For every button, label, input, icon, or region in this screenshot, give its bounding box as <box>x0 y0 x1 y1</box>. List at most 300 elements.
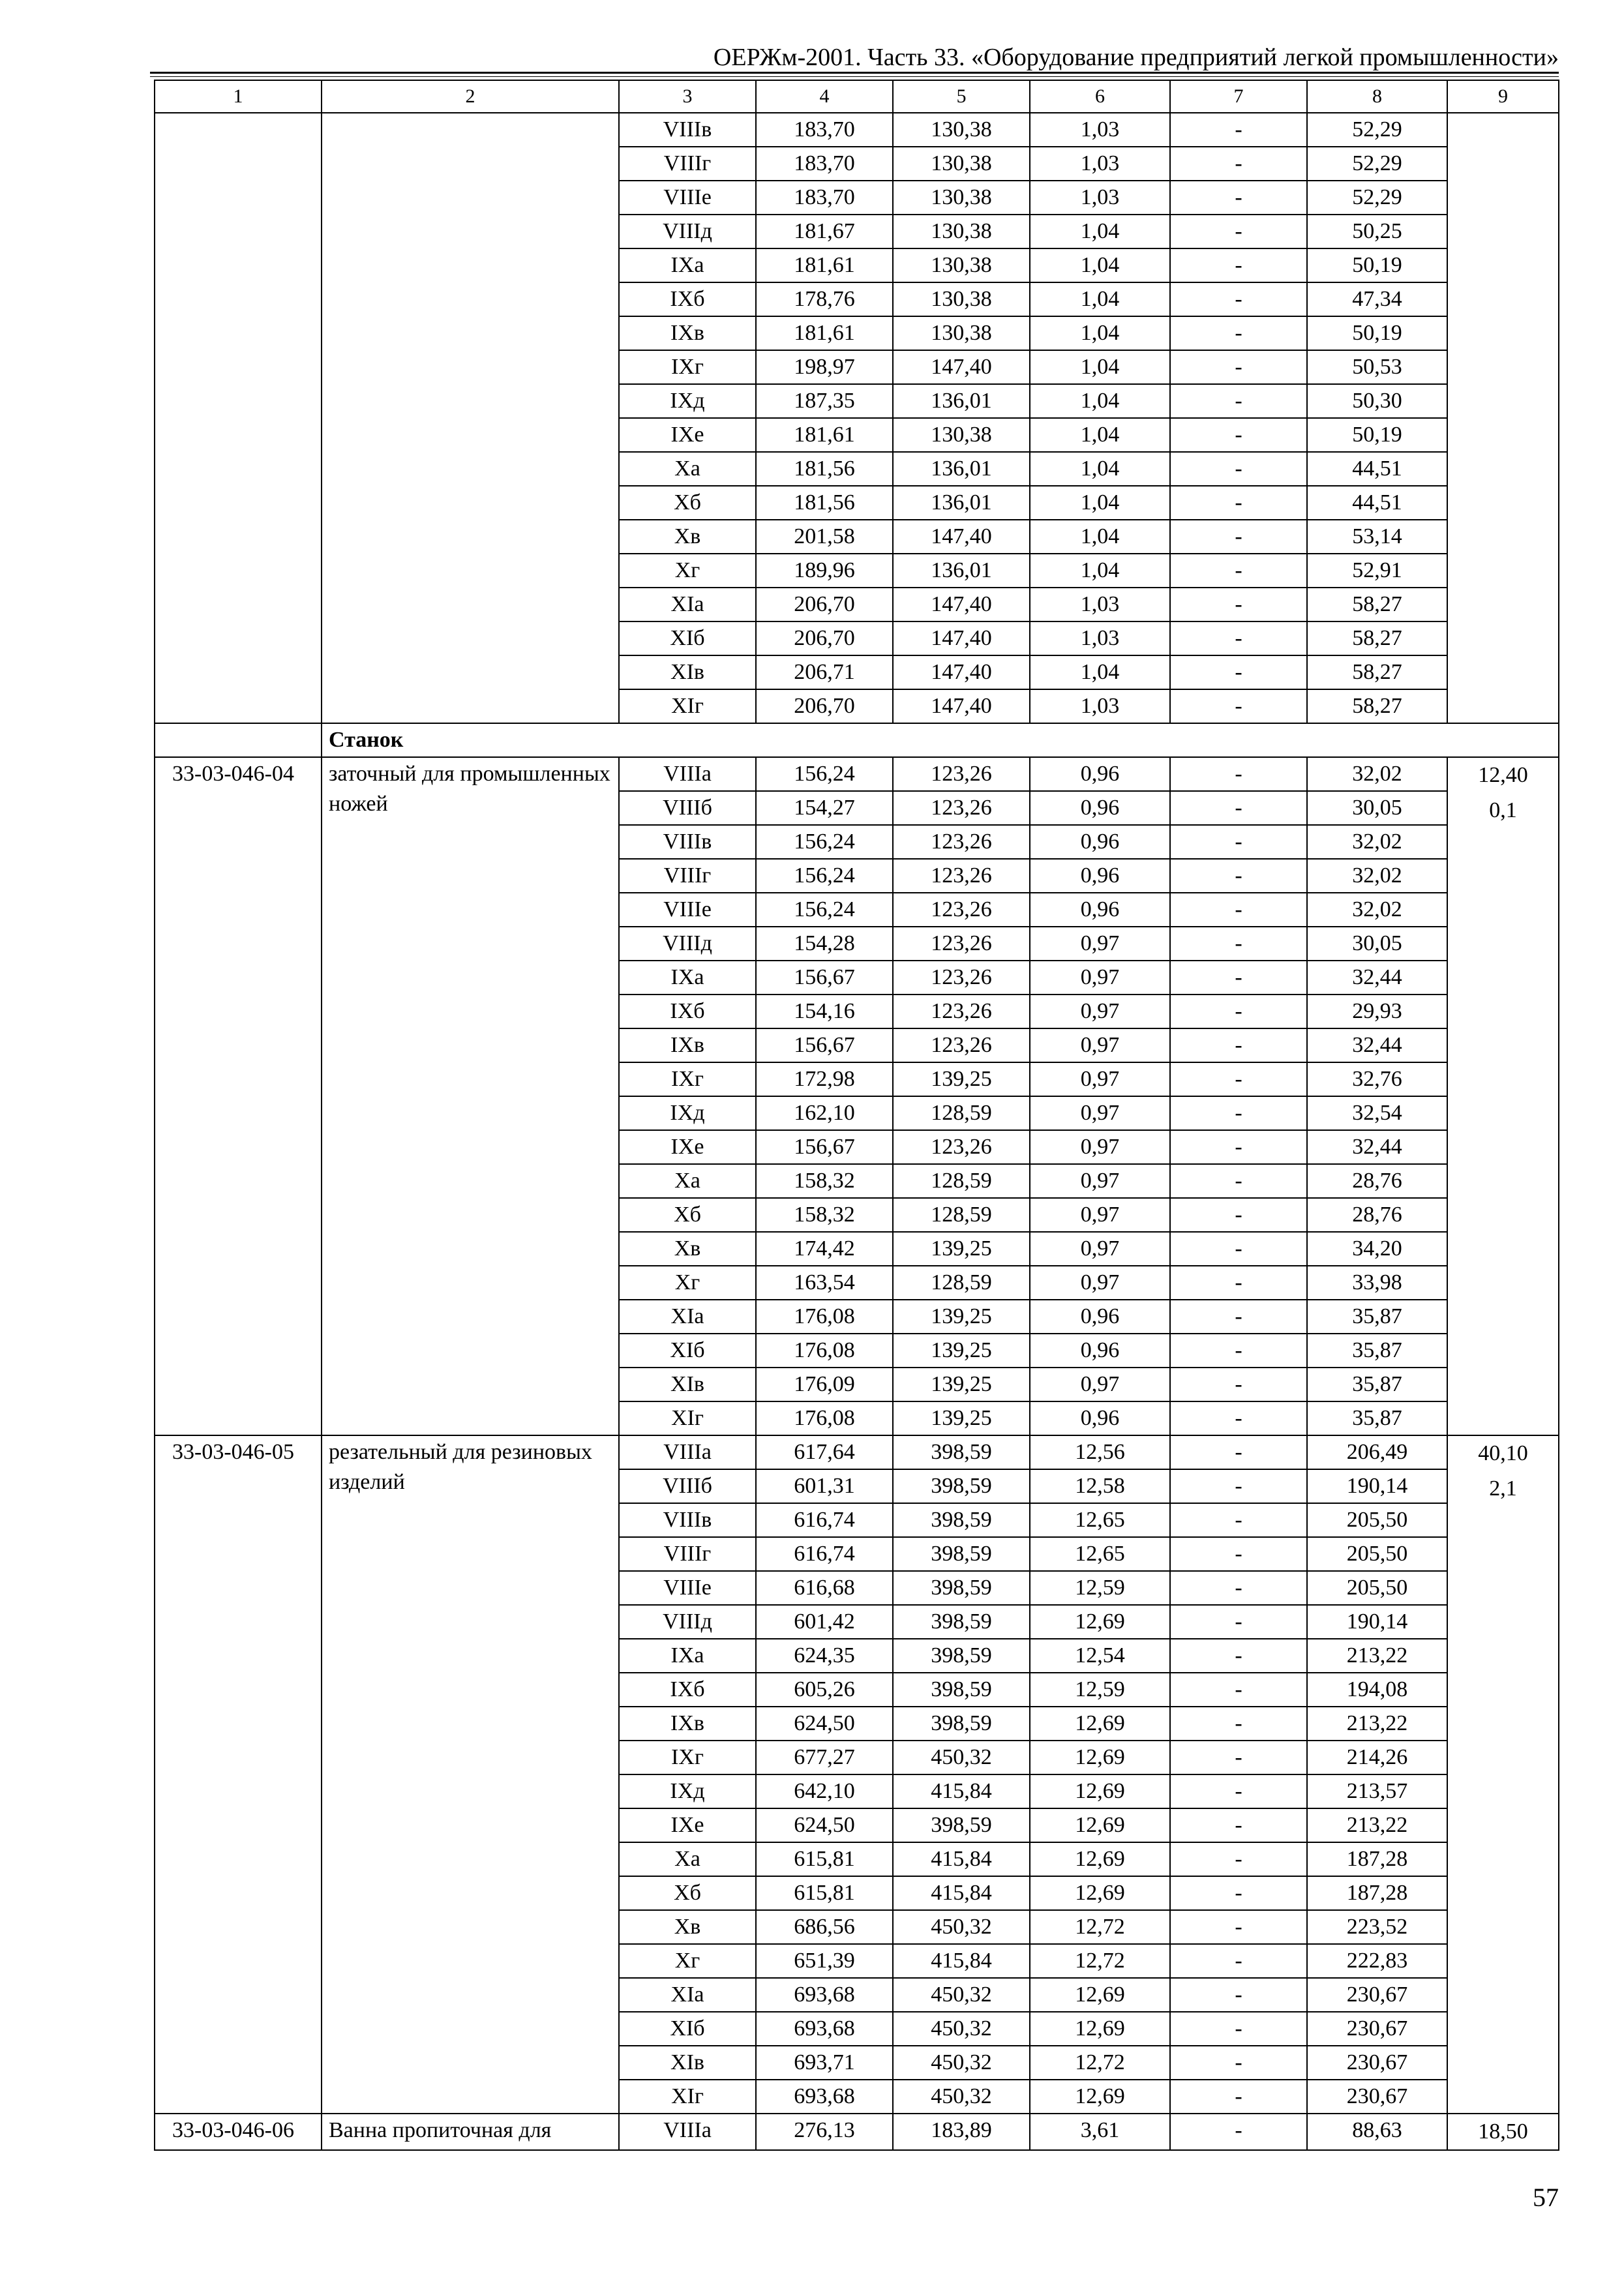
cell-col-5: 130,38 <box>893 147 1030 181</box>
cell-col-3: Xа <box>619 452 756 486</box>
column-number-row <box>155 80 1559 113</box>
cell-col-4: 156,24 <box>756 757 893 791</box>
cell-col-8: 88,63 <box>1307 2114 1447 2150</box>
cell-col-8: 50,53 <box>1307 350 1447 384</box>
cell-col-8: 58,27 <box>1307 689 1447 723</box>
cell-col-4: 624,50 <box>756 1808 893 1842</box>
header-rule-thin <box>150 76 1559 77</box>
cell-col-3: XIб <box>619 621 756 655</box>
cell-col-4: 181,56 <box>756 486 893 520</box>
cell-col-3: XIа <box>619 1300 756 1334</box>
cell-col-8: 30,05 <box>1307 927 1447 961</box>
cell-col-3: IXа <box>619 248 756 282</box>
cell-col-4: 616,68 <box>756 1571 893 1605</box>
cell-col-6: 12,58 <box>1030 1469 1170 1503</box>
cell-col-4: 201,58 <box>756 520 893 554</box>
cell-col-3: VIIIе <box>619 1571 756 1605</box>
cell-col-8: 52,29 <box>1307 181 1447 215</box>
cell-col-6: 12,69 <box>1030 1978 1170 2012</box>
column-number-4: 4 <box>756 80 893 113</box>
cell-col-8: 32,44 <box>1307 1130 1447 1164</box>
cell-col-5: 147,40 <box>893 655 1030 689</box>
cell-col-7: - <box>1170 1198 1307 1232</box>
cell-col-3: IXв <box>619 1028 756 1062</box>
cell-col-4: 183,70 <box>756 113 893 147</box>
cell-col-5: 130,38 <box>893 418 1030 452</box>
cell-col-6: 0,96 <box>1030 1334 1170 1368</box>
cell-col-6: 0,97 <box>1030 1028 1170 1062</box>
cell-col-4: 174,42 <box>756 1232 893 1266</box>
cell-col-6: 1,04 <box>1030 384 1170 418</box>
cell-col-5: 139,25 <box>893 1401 1030 1435</box>
cell-col-5: 139,25 <box>893 1368 1030 1401</box>
cell-col-3: VIIIа <box>619 1435 756 1469</box>
cell-col-6: 12,69 <box>1030 2080 1170 2114</box>
cell-col-5: 398,59 <box>893 1537 1030 1571</box>
cell-col-8: 44,51 <box>1307 486 1447 520</box>
cell-col-5: 139,25 <box>893 1300 1030 1334</box>
cell-col-8: 213,22 <box>1307 1808 1447 1842</box>
cell-col-3: Xб <box>619 1198 756 1232</box>
cell-col-7: - <box>1170 215 1307 248</box>
cell-col-7: - <box>1170 452 1307 486</box>
cell-col-7: - <box>1170 113 1307 147</box>
cell-col-5: 450,32 <box>893 1978 1030 2012</box>
cell-col-5: 123,26 <box>893 757 1030 791</box>
column-number-6: 6 <box>1030 80 1170 113</box>
cell-col-7: - <box>1170 757 1307 791</box>
cell-col-6: 0,97 <box>1030 961 1170 995</box>
cell-col-4: 176,08 <box>756 1401 893 1435</box>
cell-col-3: XIв <box>619 655 756 689</box>
cell-col-4: 198,97 <box>756 350 893 384</box>
cell-col-7: - <box>1170 927 1307 961</box>
cell-col-4: 601,31 <box>756 1469 893 1503</box>
cell-col-6: 12,65 <box>1030 1537 1170 1571</box>
cell-col-3: XIб <box>619 2012 756 2046</box>
cell-col-5: 398,59 <box>893 1673 1030 1707</box>
cell-col-7: - <box>1170 1910 1307 1944</box>
cell-col-3: VIIIб <box>619 791 756 825</box>
cell-col-6: 12,69 <box>1030 1842 1170 1876</box>
cell-col-4: 276,13 <box>756 2114 893 2150</box>
cell-col-4: 156,67 <box>756 1130 893 1164</box>
cell-col-5: 398,59 <box>893 1808 1030 1842</box>
cell-col-8: 52,29 <box>1307 113 1447 147</box>
cell-col-3: Xа <box>619 1842 756 1876</box>
cell-col-4: 183,70 <box>756 181 893 215</box>
cell-col-8: 213,57 <box>1307 1774 1447 1808</box>
cell-col-4: 615,81 <box>756 1876 893 1910</box>
cell-col-7: - <box>1170 1096 1307 1130</box>
cell-col-5: 136,01 <box>893 554 1030 588</box>
cell-col-7: - <box>1170 1130 1307 1164</box>
cell-col-8: 32,02 <box>1307 825 1447 859</box>
cell-col-4: 158,32 <box>756 1164 893 1198</box>
cell-col-8: 52,29 <box>1307 147 1447 181</box>
rate-code: 33-03-046-06 <box>155 2114 322 2150</box>
cell-col-5: 398,59 <box>893 1605 1030 1639</box>
column-number-1: 1 <box>155 80 322 113</box>
cell-col-3: XIа <box>619 588 756 621</box>
cell-col-5: 398,59 <box>893 1503 1030 1537</box>
cell-col-8: 33,98 <box>1307 1266 1447 1300</box>
cell-col-6: 1,03 <box>1030 689 1170 723</box>
cell-col-5: 123,26 <box>893 1130 1030 1164</box>
cell-col-7: - <box>1170 1639 1307 1673</box>
cell-col-5: 130,38 <box>893 316 1030 350</box>
cell-col-6: 0,96 <box>1030 859 1170 893</box>
cell-col-8: 50,19 <box>1307 316 1447 350</box>
page-header: ОЕРЖм-2001. Часть 33. «Оборудование предприятий легкой промышленности» <box>713 44 1559 71</box>
cell-col-3: IXб <box>619 995 756 1028</box>
cell-col-5: 130,38 <box>893 113 1030 147</box>
cell-col-8: 35,87 <box>1307 1401 1447 1435</box>
cell-col-8: 50,30 <box>1307 384 1447 418</box>
cell-col-8: 50,25 <box>1307 215 1447 248</box>
cell-col-3: Xг <box>619 1266 756 1300</box>
cell-col-4: 616,74 <box>756 1503 893 1537</box>
cell-col-5: 123,26 <box>893 825 1030 859</box>
cell-col-4: 206,70 <box>756 621 893 655</box>
equipment-name: заточный для промышленных ножей <box>322 757 619 1435</box>
cell-col-5: 136,01 <box>893 384 1030 418</box>
cell-col-5: 123,26 <box>893 927 1030 961</box>
rate-code: 33-03-046-04 <box>155 757 322 1435</box>
cell-col-4: 187,35 <box>756 384 893 418</box>
cell-col-4: 154,28 <box>756 927 893 961</box>
cell-col-5: 147,40 <box>893 520 1030 554</box>
cell-col-5: 123,26 <box>893 859 1030 893</box>
cell-col-3: VIIIе <box>619 893 756 927</box>
cell-col-3: VIIIд <box>619 927 756 961</box>
cell-col-8: 47,34 <box>1307 282 1447 316</box>
cell-col-5: 128,59 <box>893 1266 1030 1300</box>
cell-col-3: IXе <box>619 1130 756 1164</box>
cell-col-5: 147,40 <box>893 588 1030 621</box>
cell-col-5: 415,84 <box>893 1876 1030 1910</box>
cell-col-8: 28,76 <box>1307 1164 1447 1198</box>
cell-col-8: 32,02 <box>1307 893 1447 927</box>
cell-col-3: IXг <box>619 1741 756 1774</box>
cell-col-5: 123,26 <box>893 893 1030 927</box>
cell-col-7: - <box>1170 282 1307 316</box>
cell-col-4: 693,71 <box>756 2046 893 2080</box>
cell-col-6: 0,97 <box>1030 1198 1170 1232</box>
cell-col-6: 12,69 <box>1030 2012 1170 2046</box>
cell-col-5: 128,59 <box>893 1198 1030 1232</box>
cell-col-5: 415,84 <box>893 1842 1030 1876</box>
cell-col-6: 1,04 <box>1030 452 1170 486</box>
cell-col-6: 12,69 <box>1030 1808 1170 1842</box>
cell-col-8: 58,27 <box>1307 588 1447 621</box>
column-9-cell <box>1447 1435 1559 2114</box>
cell-col-5: 450,32 <box>893 1910 1030 1944</box>
cell-col-4: 156,24 <box>756 825 893 859</box>
cell-col-7: - <box>1170 554 1307 588</box>
cell-col-6: 0,97 <box>1030 1368 1170 1401</box>
section-row <box>155 723 1559 757</box>
cell-col-5: 398,59 <box>893 1571 1030 1605</box>
column-number-7: 7 <box>1170 80 1307 113</box>
table-row <box>155 1435 1559 1469</box>
cell-col-7: - <box>1170 1605 1307 1639</box>
cell-col-7: - <box>1170 791 1307 825</box>
cell-col-4: 154,16 <box>756 995 893 1028</box>
cell-col-6: 0,96 <box>1030 791 1170 825</box>
cell-col-7: - <box>1170 1266 1307 1300</box>
cell-col-7: - <box>1170 316 1307 350</box>
cell-col-4: 183,70 <box>756 147 893 181</box>
cell-col-6: 0,96 <box>1030 893 1170 927</box>
cell-col-4: 206,70 <box>756 588 893 621</box>
cell-col-6: 0,97 <box>1030 1062 1170 1096</box>
cell-col-6: 1,04 <box>1030 520 1170 554</box>
cell-col-3: Xа <box>619 1164 756 1198</box>
cell-col-8: 32,02 <box>1307 757 1447 791</box>
cell-col-7: - <box>1170 520 1307 554</box>
cell-col-6: 3,61 <box>1030 2114 1170 2150</box>
cell-col-8: 190,14 <box>1307 1605 1447 1639</box>
cell-col-3: Xв <box>619 520 756 554</box>
cell-col-4: 181,61 <box>756 418 893 452</box>
cell-col-6: 0,96 <box>1030 1401 1170 1435</box>
cell-col-7: - <box>1170 1571 1307 1605</box>
cell-col-6: 0,97 <box>1030 1164 1170 1198</box>
cell-col-8: 214,26 <box>1307 1741 1447 1774</box>
cell-col-8: 230,67 <box>1307 2046 1447 2080</box>
cell-col-7: - <box>1170 1469 1307 1503</box>
rate-code <box>155 113 322 723</box>
cell-col-6: 0,97 <box>1030 927 1170 961</box>
cell-col-8: 35,87 <box>1307 1368 1447 1401</box>
cell-col-7: - <box>1170 384 1307 418</box>
cell-col-4: 176,08 <box>756 1300 893 1334</box>
header-rule-thick <box>150 72 1559 74</box>
cell-col-5: 130,38 <box>893 282 1030 316</box>
cell-col-4: 617,64 <box>756 1435 893 1469</box>
table-row <box>155 757 1559 791</box>
column-number-8: 8 <box>1307 80 1447 113</box>
cell-col-8: 205,50 <box>1307 1571 1447 1605</box>
column-number-9: 9 <box>1447 80 1559 113</box>
cell-col-3: XIа <box>619 1978 756 2012</box>
cell-col-7: - <box>1170 1062 1307 1096</box>
column-9-cell <box>1447 2114 1559 2150</box>
cell-col-7: - <box>1170 1028 1307 1062</box>
cell-col-4: 154,27 <box>756 791 893 825</box>
cell-col-3: IXе <box>619 418 756 452</box>
cell-col-8: 32,02 <box>1307 859 1447 893</box>
cell-col-8: 213,22 <box>1307 1639 1447 1673</box>
cell-col-5: 415,84 <box>893 1944 1030 1978</box>
cell-col-7: - <box>1170 621 1307 655</box>
cell-col-6: 12,69 <box>1030 1741 1170 1774</box>
cell-col-5: 147,40 <box>893 689 1030 723</box>
cell-col-5: 123,26 <box>893 1028 1030 1062</box>
cell-col-8: 53,14 <box>1307 520 1447 554</box>
cell-col-8: 58,27 <box>1307 655 1447 689</box>
cell-col-5: 128,59 <box>893 1164 1030 1198</box>
cell-col-5: 123,26 <box>893 961 1030 995</box>
cell-col-7: - <box>1170 961 1307 995</box>
cell-col-7: - <box>1170 1774 1307 1808</box>
cell-col-7: - <box>1170 2114 1307 2150</box>
cell-col-5: 123,26 <box>893 791 1030 825</box>
cell-col-5: 123,26 <box>893 995 1030 1028</box>
cell-col-6: 12,54 <box>1030 1639 1170 1673</box>
cell-col-8: 30,05 <box>1307 791 1447 825</box>
cell-col-5: 128,59 <box>893 1096 1030 1130</box>
cell-col-7: - <box>1170 1707 1307 1741</box>
cell-col-7: - <box>1170 1808 1307 1842</box>
cell-col-3: IXа <box>619 961 756 995</box>
cell-col-6: 1,04 <box>1030 418 1170 452</box>
cell-col-5: 139,25 <box>893 1232 1030 1266</box>
cell-col-8: 230,67 <box>1307 1978 1447 2012</box>
rates-table <box>154 80 1559 2151</box>
cell-col-4: 181,61 <box>756 248 893 282</box>
table-row <box>155 113 1559 147</box>
cell-col-8: 223,52 <box>1307 1910 1447 1944</box>
cell-col-3: VIIIг <box>619 859 756 893</box>
cell-col-6: 12,72 <box>1030 1944 1170 1978</box>
cell-col-7: - <box>1170 1368 1307 1401</box>
cell-col-4: 686,56 <box>756 1910 893 1944</box>
cell-col-8: 194,08 <box>1307 1673 1447 1707</box>
cell-col-3: IXд <box>619 1096 756 1130</box>
cell-col-7: - <box>1170 655 1307 689</box>
cell-col-6: 1,04 <box>1030 655 1170 689</box>
cell-col-7: - <box>1170 1232 1307 1266</box>
cell-col-4: 176,09 <box>756 1368 893 1401</box>
cell-col-7: - <box>1170 147 1307 181</box>
cell-col-5: 415,84 <box>893 1774 1030 1808</box>
cell-col-8: 35,87 <box>1307 1300 1447 1334</box>
cell-col-7: - <box>1170 1164 1307 1198</box>
cell-col-5: 139,25 <box>893 1334 1030 1368</box>
cell-col-3: XIг <box>619 1401 756 1435</box>
cell-col-5: 147,40 <box>893 350 1030 384</box>
cell-col-7: - <box>1170 1741 1307 1774</box>
cell-col-8: 50,19 <box>1307 418 1447 452</box>
cell-col-3: IXд <box>619 384 756 418</box>
cell-col-4: 601,42 <box>756 1605 893 1639</box>
cell-col-6: 1,04 <box>1030 282 1170 316</box>
cell-col-6: 0,97 <box>1030 1096 1170 1130</box>
equipment-name: резательный для резиновых изделий <box>322 1435 619 2114</box>
table-row <box>155 2114 1559 2150</box>
cell-col-4: 156,67 <box>756 961 893 995</box>
cell-col-3: VIIIв <box>619 825 756 859</box>
cell-col-3: IXв <box>619 316 756 350</box>
cell-col-3: IXб <box>619 282 756 316</box>
cell-col-7: - <box>1170 588 1307 621</box>
cell-col-6: 1,03 <box>1030 588 1170 621</box>
cell-col-3: XIг <box>619 689 756 723</box>
cell-col-3: XIб <box>619 1334 756 1368</box>
cell-col-5: 183,89 <box>893 2114 1030 2150</box>
cell-col-5: 139,25 <box>893 1062 1030 1096</box>
cell-col-4: 158,32 <box>756 1198 893 1232</box>
cell-col-6: 0,96 <box>1030 1300 1170 1334</box>
cell-col-5: 450,32 <box>893 1741 1030 1774</box>
cell-col-3: VIIIа <box>619 2114 756 2150</box>
cell-col-7: - <box>1170 1673 1307 1707</box>
cell-col-3: IXв <box>619 1707 756 1741</box>
cell-col-6: 1,03 <box>1030 181 1170 215</box>
cell-col-4: 176,08 <box>756 1334 893 1368</box>
cell-col-3: XIг <box>619 2080 756 2114</box>
cell-col-6: 12,59 <box>1030 1571 1170 1605</box>
cell-col-6: 0,97 <box>1030 1232 1170 1266</box>
cell-col-3: IXд <box>619 1774 756 1808</box>
cell-col-4: 616,74 <box>756 1537 893 1571</box>
cell-col-3: Xг <box>619 1944 756 1978</box>
cell-col-6: 12,59 <box>1030 1673 1170 1707</box>
cell-col-7: - <box>1170 1401 1307 1435</box>
cell-col-4: 178,76 <box>756 282 893 316</box>
cell-col-8: 206,49 <box>1307 1435 1447 1469</box>
cell-col-3: Xб <box>619 1876 756 1910</box>
cell-col-4: 693,68 <box>756 1978 893 2012</box>
cell-col-8: 52,91 <box>1307 554 1447 588</box>
cell-col-8: 187,28 <box>1307 1876 1447 1910</box>
cell-col-8: 222,83 <box>1307 1944 1447 1978</box>
cell-col-3: VIIIд <box>619 215 756 248</box>
cell-col-7: - <box>1170 1435 1307 1469</box>
cell-col-6: 1,04 <box>1030 248 1170 282</box>
cell-col-6: 1,04 <box>1030 350 1170 384</box>
cell-col-6: 0,97 <box>1030 1266 1170 1300</box>
cell-col-6: 12,69 <box>1030 1876 1170 1910</box>
cell-col-4: 677,27 <box>756 1741 893 1774</box>
cell-col-3: VIIIг <box>619 147 756 181</box>
cell-col-8: 32,44 <box>1307 1028 1447 1062</box>
cell-col-3: IXб <box>619 1673 756 1707</box>
cell-col-5: 398,59 <box>893 1639 1030 1673</box>
cell-col-5: 450,32 <box>893 2080 1030 2114</box>
cell-col-6: 0,97 <box>1030 995 1170 1028</box>
cell-col-4: 181,67 <box>756 215 893 248</box>
cell-col-3: XIв <box>619 2046 756 2080</box>
cell-col-8: 32,44 <box>1307 961 1447 995</box>
cell-col-3: VIIIг <box>619 1537 756 1571</box>
cell-col-6: 1,04 <box>1030 554 1170 588</box>
cell-col-6: 12,69 <box>1030 1605 1170 1639</box>
cell-col-4: 651,39 <box>756 1944 893 1978</box>
cell-col-7: - <box>1170 418 1307 452</box>
cell-col-5: 450,32 <box>893 2046 1030 2080</box>
cell-col-3: VIIIв <box>619 1503 756 1537</box>
cell-col-6: 1,04 <box>1030 486 1170 520</box>
cell-col-3: VIIIе <box>619 181 756 215</box>
cell-col-4: 206,71 <box>756 655 893 689</box>
cell-col-8: 205,50 <box>1307 1503 1447 1537</box>
cell-col-3: Xв <box>619 1910 756 1944</box>
cell-col-6: 12,72 <box>1030 1910 1170 1944</box>
column-number-5: 5 <box>893 80 1030 113</box>
column-9-value: 18,50 <box>1478 2119 1528 2144</box>
cell-col-3: IXа <box>619 1639 756 1673</box>
cell-col-7: - <box>1170 825 1307 859</box>
column-9-cell <box>1447 757 1559 1435</box>
cell-col-4: 642,10 <box>756 1774 893 1808</box>
cell-col-3: VIIIа <box>619 757 756 791</box>
cell-col-6: 0,96 <box>1030 757 1170 791</box>
cell-col-6: 1,04 <box>1030 316 1170 350</box>
cell-col-7: - <box>1170 350 1307 384</box>
